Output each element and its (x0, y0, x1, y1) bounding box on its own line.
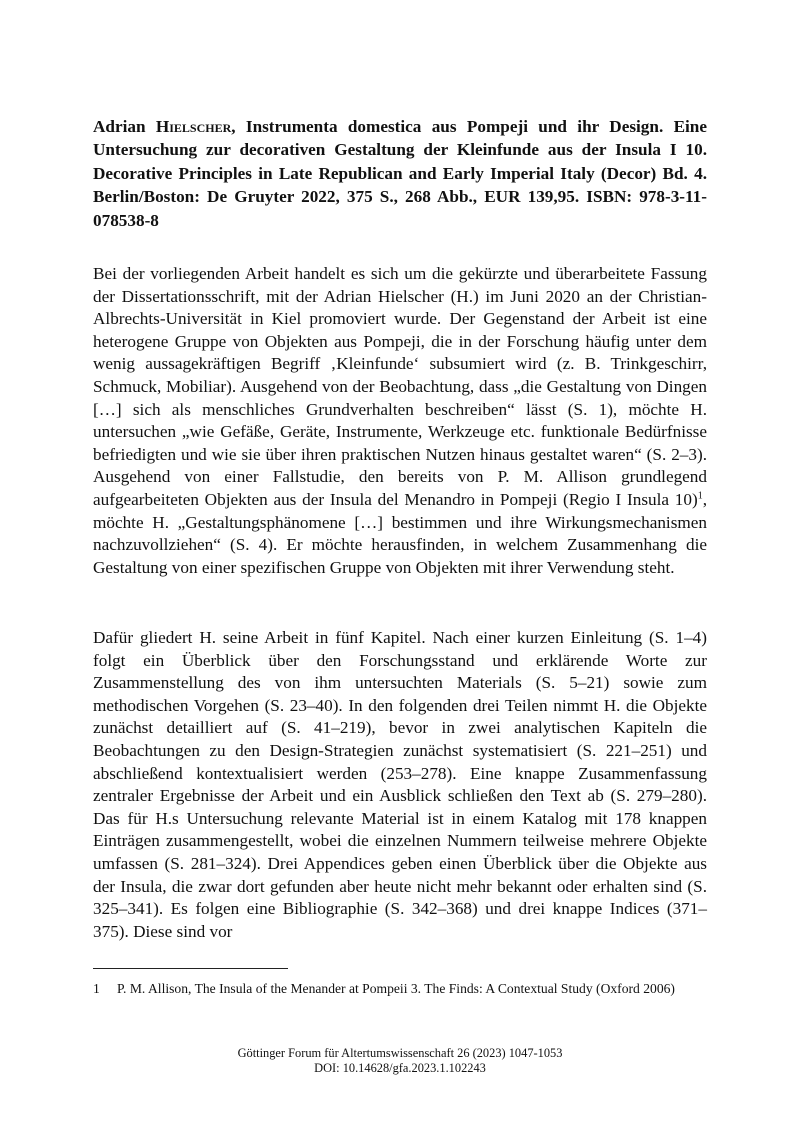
footnote-separator (93, 968, 288, 969)
body-paragraph-1 (93, 263, 707, 579)
page-footer (93, 1046, 707, 1076)
book-citation: , Instrumenta domestica aus Pompeji und ihr Design. Eine Untersuchung zur decorativen Gestaltung der Kleinfunde aus der Insula I 10. Decorative Principles in Late Republican and Early Imperial Italy (Decor) Bd. 4. Berlin/Boston: De Gruyter 2022, 375 S., 268 Abb., EUR 139,95. ISBN: 978-3-11-078538-8 (93, 117, 707, 230)
author-last-name: Hielscher (155, 117, 232, 136)
footnote (93, 980, 707, 998)
journal-citation: Göttinger Forum für Altertumswissenschaft 26 (2023) 1047-1053 (237, 1046, 563, 1060)
paragraph-1-text-cont: , möchte H. „Gestaltungsphänomene […] bestimmen und ihre Wirkungsmechanismen nachzuvollziehen“ (S. 4). Er möchte herausfinden, in welchem Zusammenhang die Gestaltung von einer spezifischen Gruppe von Objekten mit ihrer Verwendung steht. (93, 489, 707, 577)
body-paragraph-2: Dafür gliedert H. seine Arbeit in fünf Kapitel. Nach einer kurzen Einleitung (S. 1–4) folgt ein Überblick über den Forschungsstand und erklärende Worte zur Zusammenstellung des von ihm untersuchten Materials (S. 5–21) sowie zum methodischen Vorgehen (S. 23–40). In den folgenden drei Teilen nimmt H. die Objekte zunächst detailliert auf (S. 41–219), bevor in zwei analytischen Kapiteln die Beobachtungen zu den Design-Strategien zunächst systematisiert (S. 221–251) und abschließend kontextualisiert werden (253–278). Eine knappe Zusammenfassung zentraler Ergebnisse der Arbeit und ein Ausblick schließen den Text ab (S. 279–280). Das für H.s Untersuchung relevante Material ist in einem Katalog mit 178 knappen Einträgen zusammengestellt, wobei die einzelnen Nummern teilweise mehrere Objekte umfassen (S. 281–324). Drei Appendices geben einen Überblick über die Objekte aus der Insula, die zwar dort gefunden aber heute nicht mehr bekannt oder erhalten sind (S. 325–341). Es folgen eine Bibliographie (S. 342–368) und drei knappe Indices (371–375). Diese sind vor (93, 628, 707, 941)
document-page (93, 0, 707, 1131)
review-heading (93, 115, 707, 232)
doi-line: DOI: 10.14628/gfa.2023.1.102243 (314, 1061, 486, 1075)
footnote-number: 1 (93, 981, 100, 996)
paragraph-1-text: Bei der vorliegenden Arbeit handelt es sich um die gekürzte und überarbeitete Fassung der Dissertationsschrift, mit der Adrian Hielscher (H.) im Juni 2020 an der Christian-Albrechts-Universität in Kiel promoviert wurde. Der Gegenstand der Arbeit ist eine heterogene Gruppe von Objekten aus Pompeji, die in der Forschung häufig unter dem wenig aussagekräftigen Begriff ‚Kleinfunde‘ subsumiert wird (z. B. Trinkgeschirr, Schmuck, Mobiliar). Ausgehend von der Beobachtung, dass „die Gestaltung von Dingen […] sich als menschliches Grundverhalten beschreiben“ lässt (S. 1), möchte H. untersuchen „wie Gefäße, Geräte, Instrumente, Werkzeuge etc. funktionale Bedürfnisse befriedigten und wie sie über ihren praktischen Nutzen hinaus gestaltet waren“ (S. 2–3). Ausgehend von einer Fallstudie, den bereits von P. M. Allison grundlegend aufgearbeiteten Objekten aus der Insula del Menandro in Pompeji (Regio I Insula 10) (93, 264, 707, 509)
footnote-text: P. M. Allison, The Insula of the Menander at Pompeii 3. The Finds: A Contextual Study (Oxford 2006) (117, 981, 675, 996)
author-first-name: Adrian (93, 117, 156, 136)
footnote-reference[interactable]: 1 (697, 490, 703, 502)
